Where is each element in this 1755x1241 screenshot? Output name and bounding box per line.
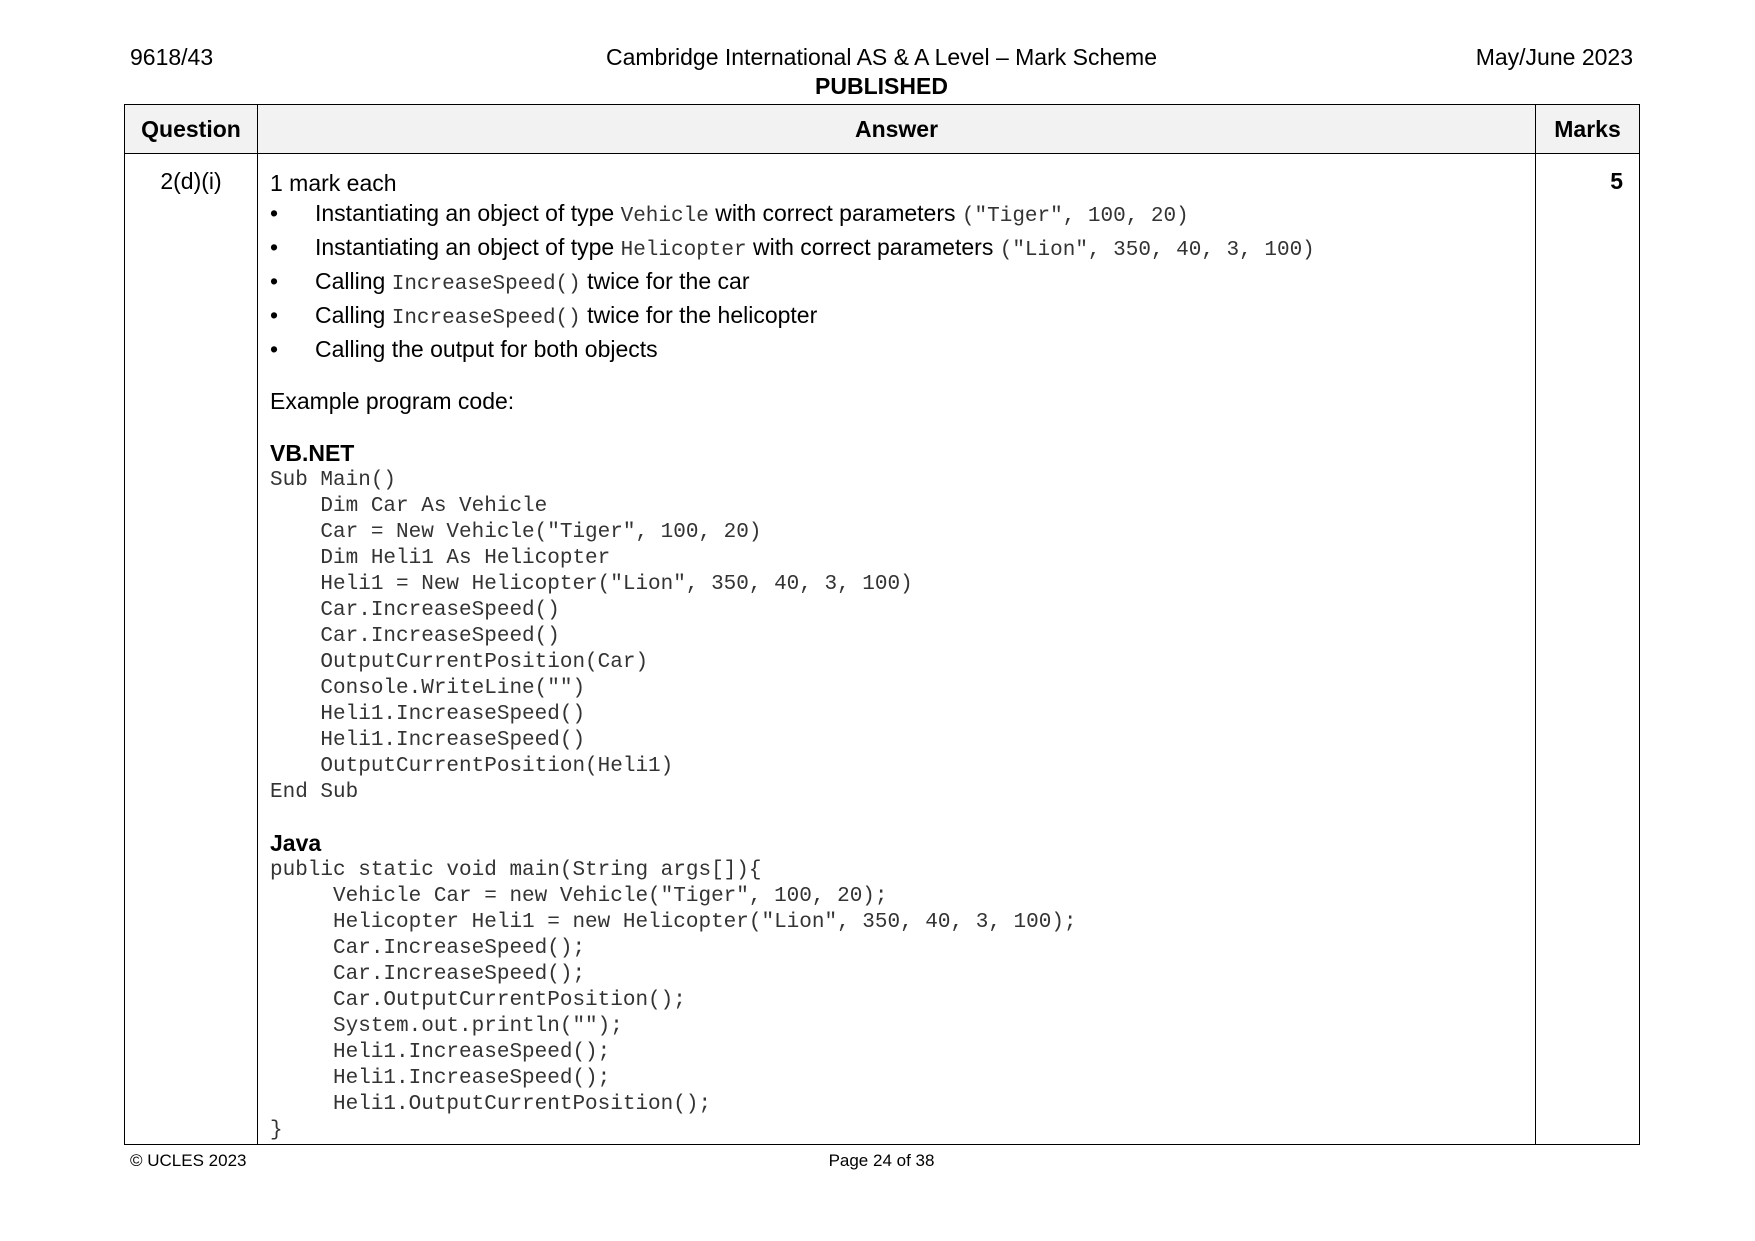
mark-scheme-table <box>124 104 1640 1145</box>
question-number: 2(d)(i) <box>125 154 258 1145</box>
bullet: • <box>270 336 279 362</box>
point-code: ("Lion", 350, 40, 3, 100) <box>999 239 1315 262</box>
marking-point <box>270 334 1523 364</box>
published-label: PUBLISHED <box>815 73 948 99</box>
answer-cell <box>258 154 1536 1145</box>
vbnet-code-block: Sub Main() Dim Car As Vehicle Car = New Vehicle("Tiger", 100, 20) Dim Heli1 As Helicopter Heli1 = New Helicopter("Lion", 350, 40, 3, 100) Car.IncreaseSpeed() Car.IncreaseSpeed() OutputCurrentPosition(Car) Console.WriteLine("") Heli1.IncreaseSpeed() Heli1.IncreaseSpeed() OutputCurrentPosition(Heli1) End Sub <box>270 469 913 804</box>
java-code-block: public static void main(String args[]){ Vehicle Car = new Vehicle("Tiger", 100, 20); Helicopter Heli1 = new Helicopter("Lion", 350, 40, 3, 100); Car.IncreaseSpeed(); Car.IncreaseSpeed(); Car.OutputCurrentPosition(); System.out.println(""); Heli1.IncreaseSpeed(); Heli1.IncreaseSpeed(); Heli1.OutputCurrentPosition(); } <box>270 859 1077 1142</box>
exam-session: May/June 2023 <box>1475 44 1633 70</box>
point-text: Calling the output for both objects <box>315 336 658 362</box>
marking-points <box>270 198 1523 364</box>
point-text: Calling <box>315 268 392 294</box>
paper-code: 9618/43 <box>130 44 214 70</box>
marking-point <box>270 198 1523 232</box>
marking-point <box>270 300 1523 334</box>
point-code: Vehicle <box>620 205 709 228</box>
bullet: • <box>270 200 279 226</box>
marks-value: 5 <box>1536 154 1640 1145</box>
bullet: • <box>270 268 279 294</box>
copyright-notice: © UCLES 2023 <box>130 1151 247 1170</box>
point-text: Calling <box>315 302 392 328</box>
point-code: IncreaseSpeed() <box>391 307 581 330</box>
point-text: twice for the helicopter <box>580 302 818 328</box>
table-row <box>125 154 1640 1145</box>
vbnet-heading: VB.NET <box>270 440 355 466</box>
example-label: Example program code: <box>270 388 515 414</box>
point-code: IncreaseSpeed() <box>391 273 581 296</box>
table-header-row <box>125 105 1640 154</box>
point-code: Helicopter <box>620 239 747 262</box>
marks-column-header: Marks <box>1536 105 1640 154</box>
question-column-header: Question <box>125 105 258 154</box>
marking-point <box>270 266 1523 300</box>
java-heading: Java <box>270 830 322 856</box>
point-text: Instantiating an object of type <box>315 234 621 260</box>
point-text: with correct parameters <box>746 234 1000 260</box>
marking-point <box>270 232 1523 266</box>
document-title-text: Cambridge International AS & A Level – Mark Scheme <box>605 44 1158 70</box>
mark-allocation: 1 mark each <box>270 170 397 196</box>
bullet: • <box>270 302 279 328</box>
point-text: Instantiating an object of type <box>315 200 621 226</box>
answer-column-header: Answer <box>258 105 1536 154</box>
bullet: • <box>270 234 279 260</box>
point-text: with correct parameters <box>708 200 962 226</box>
page-number: Page 24 of 38 <box>828 1151 935 1170</box>
point-text: twice for the car <box>580 268 750 294</box>
point-code: ("Tiger", 100, 20) <box>961 205 1189 228</box>
